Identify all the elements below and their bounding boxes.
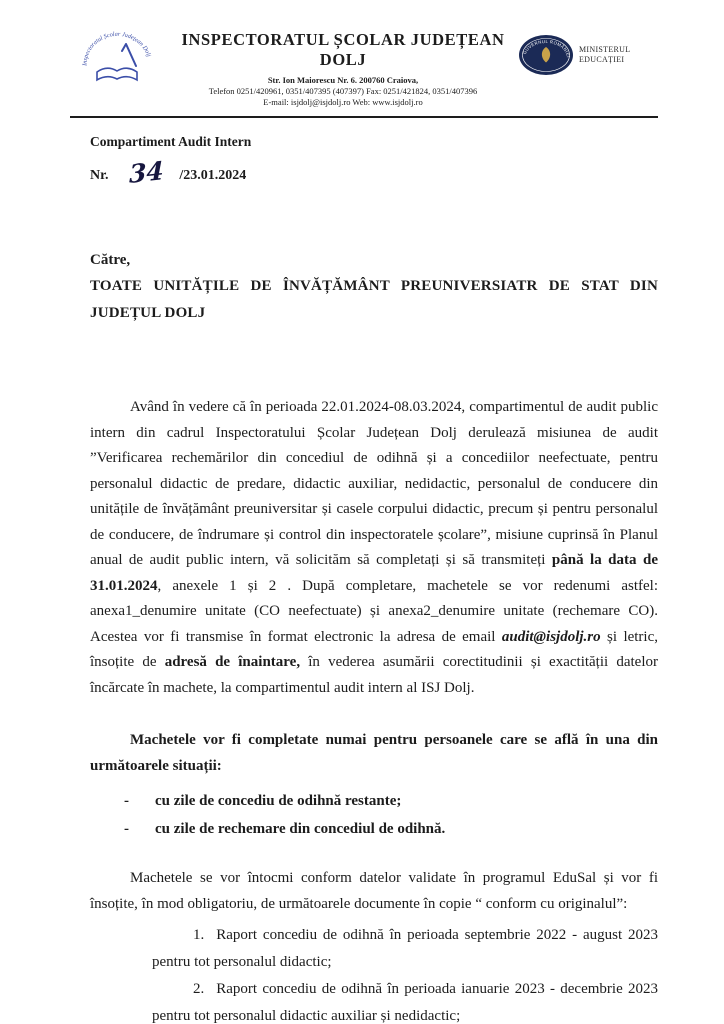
addressee-line1: TOATE UNITĂȚILE DE ÎNVĂȚĂMÂNT PREUNIVERSIATR DE STAT DIN <box>90 278 658 294</box>
stamp-icon <box>76 26 158 98</box>
quill-icon <box>122 44 136 66</box>
ministry-label <box>579 45 630 65</box>
list-item <box>90 922 658 976</box>
ministry-line2: EDUCAȚIEI <box>579 55 625 64</box>
government-of-romania-logo <box>518 34 574 76</box>
registration-number-line <box>90 156 658 190</box>
stamp-curved-text: Inspectoratul Școlar Județean Dolj <box>81 30 153 66</box>
address-phones: Telefon 0251/420961, 0351/407395 (407397) Fax: 0251/421824, 0351/407396 <box>208 86 478 96</box>
department-label: Compartiment Audit Intern <box>90 134 252 149</box>
item-number: 1. <box>193 927 205 943</box>
number-label: Nr. <box>90 168 109 183</box>
addressee-line2: JUDEȚUL DOLJ <box>90 305 206 321</box>
deadline-bold-text: până la data de 31.01.2024 <box>90 552 658 594</box>
conditions-list <box>90 787 658 843</box>
item-text: Raport concediu de odihnă în perioada ianuarie 2023 - decembrie 2023 pentru tot personalul didactic auxiliar și nedidactic; <box>152 981 658 1024</box>
item-number: 2. <box>193 981 205 997</box>
list-item <box>90 976 658 1024</box>
email-address-text: audit@isjdolj.ro <box>501 628 601 645</box>
para1-closing-text: în vederea asumării corectitudinii și exactității datelor încărcate în machete, la compartimentul audit intern al ISJ Dolj. <box>90 654 659 696</box>
letterhead-right <box>518 24 670 76</box>
bullet-text: cu zile de concediu de odihnă restante; <box>155 793 402 809</box>
conditions-paragraph: Machetele vor fi completate numai pentru persoanele care se află în una din următoarele situații: <box>90 732 658 774</box>
bullet-dash: - <box>124 821 129 837</box>
documents-list <box>90 922 658 1024</box>
bullet-dash: - <box>124 793 129 809</box>
letter-body <box>0 134 724 1024</box>
address-street: Str. Ion Maiorescu Nr. 6. 200760 Craiova, <box>267 75 419 85</box>
organization-title: INSPECTORATUL ȘCOLAR JUDEȚEAN DOLJ <box>181 30 505 69</box>
address-email-web: E-mail: isjdolj@isjdolj.ro Web: www.isjdolj.ro <box>263 97 423 107</box>
school-inspectorate-stamp-logo <box>76 24 168 103</box>
letterhead-center <box>168 24 518 108</box>
handwritten-number: 34 <box>128 156 164 189</box>
para1-middle-text: , anexele 1 și 2 . După completare, machetele se vor redenumi astfel: anexa1_denumire unitate (CO neefectuate) și anexa2_denumire unitate (rechemare CO). Acestea vor fi transmise în format electronic la adresa de email <box>90 577 658 645</box>
handover-bold-text: adresă de înaintare, <box>164 654 301 670</box>
number-date: /23.01.2024 <box>179 168 247 183</box>
ministry-line1: MINISTERUL <box>579 45 631 54</box>
item-text: Raport concediu de odihnă în perioada septembrie 2022 - august 2023 pentru tot personalul didactic; <box>152 927 658 970</box>
addressee-block <box>90 273 658 327</box>
header-divider <box>70 116 658 118</box>
para1-after-email-text: și letric, însoțite de <box>90 628 659 670</box>
list-item <box>90 787 658 815</box>
bullet-text: cu zile de rechemare din concediul de odihnă. <box>155 821 446 837</box>
government-logo-curved-text: GUVERNUL ROMÂNIEI <box>521 38 572 59</box>
main-paragraph <box>90 395 658 701</box>
book-icon <box>97 68 137 80</box>
documents-intro-paragraph: Machetele se vor întocmi conform datelor validate în programul EduSal și vor fi însoțite, în mod obligatoriu, de următoarele documente în copie “ conform cu originalul”: <box>90 870 658 912</box>
letterhead <box>0 0 724 108</box>
svg-text:Inspectoratul Școlar Județean <box>81 31 152 67</box>
salutation: Către, <box>90 252 131 268</box>
list-item <box>90 815 658 843</box>
para1-intro-text: Având în vedere că în perioada 22.01.2024-08.03.2024, compartimentul de audit public intern din cadrul Inspectoratului Școlar Județean Dolj derulează misiunea de audit ”Verificarea rechemărilor din concediul de odihnă și a concediilor neefectuate, pentru personalul didactic de predare, didactic auxiliar, nedidactic, personalul de conducere din unitățile de învățământ preuniversitar și casele corpului didactic, precum și pentru personalul de conducere, de îndrumare și control din inspectoratele școlare”, misiune cuprinsă în Planul anual de audit public intern, vă solicităm să completați și să transmiteți <box>90 399 658 568</box>
